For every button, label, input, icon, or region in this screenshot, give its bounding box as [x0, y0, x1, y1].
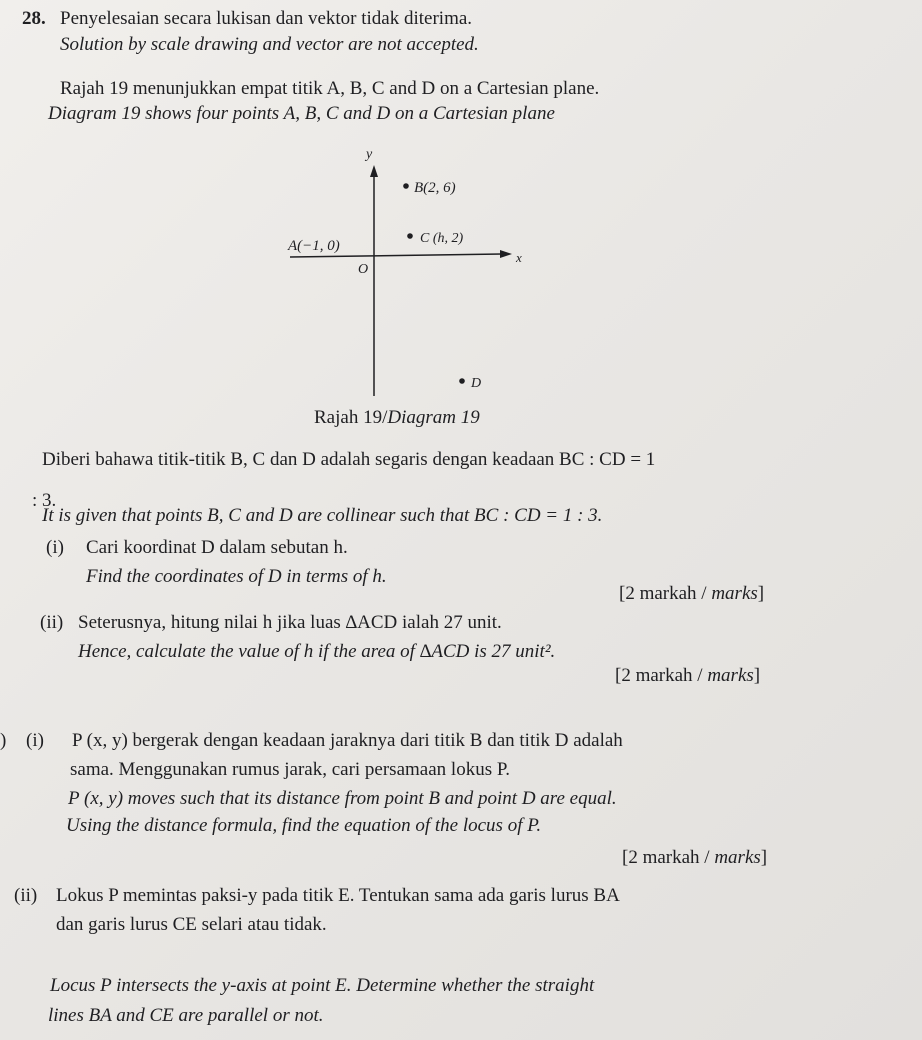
origin-label: O — [358, 262, 369, 277]
point-d-dot — [459, 378, 465, 384]
point-b-label: B(2, 6) — [414, 180, 456, 196]
marks-malay: [2 markah / — [619, 583, 712, 604]
diagram-caption — [314, 407, 480, 429]
part-a-ii-malay: Seterusnya, hitung nilai h jika luas ∆ACD ialah 27 unit. — [78, 612, 502, 633]
part-b-label: ) — [0, 730, 7, 751]
marks-english: marks — [714, 847, 761, 868]
part-a-i-malay: Cari koordinat D dalam sebutan h. — [86, 537, 348, 558]
part-b-i-english-line2: Using the distance formula, find the equation of the locus of P. — [66, 815, 542, 836]
x-axis-label: x — [516, 250, 522, 265]
diagram-caption-english: Diagram 19 — [387, 407, 480, 428]
part-a-i-english: Find the coordinates of D in terms of h. — [86, 566, 387, 587]
part-b-i-english-line1: P (x, y) moves such that its distance from point B and point D are equal. — [68, 788, 617, 809]
y-axis-label: y — [366, 147, 373, 162]
part-a-i-label: (i) — [46, 537, 64, 558]
part-a-ii-marks — [615, 665, 760, 687]
part-a-ii-english: Hence, calculate the value of h if the area of ∆ACD is 27 unit². — [78, 641, 556, 662]
part-b-i-marks — [622, 847, 767, 869]
point-d-label: D — [471, 376, 482, 391]
marks-malay: [2 markah / — [615, 665, 708, 686]
given-malay-line2: : 3. — [32, 490, 57, 511]
part-b-ii-english-line1: Locus P intersects the y-axis at point E. Determine whether the straight — [50, 975, 595, 996]
marks-english: marks — [711, 583, 758, 604]
intro-english: Solution by scale drawing and vector are not accepted. — [60, 34, 479, 55]
part-b-i-malay-line1: P (x, y) bergerak dengan keadaan jaraknya dari titik B dan titik D adalah — [72, 730, 623, 751]
given-malay-line1: Diberi bahawa titik-titik B, C dan D adalah segaris dengan keadaan BC : CD = 1 — [42, 449, 656, 470]
marks-bracket: ] — [760, 847, 768, 868]
part-b-ii-malay-line1: Lokus P memintas paksi-y pada titik E. Tentukan sama ada garis lurus BA — [56, 885, 620, 906]
part-a-ii-label: (ii) — [40, 612, 64, 633]
x-axis-line — [290, 254, 502, 257]
given-english: It is given that points B, C and D are collinear such that BC : CD = 1 : 3. — [42, 505, 603, 526]
intro-malay: Penyelesaian secara lukisan dan vektor tidak diterima. — [60, 8, 473, 29]
x-axis-arrow — [500, 250, 512, 258]
marks-english: marks — [707, 665, 754, 686]
part-a-i-marks — [619, 583, 764, 605]
point-c-dot — [407, 233, 413, 239]
point-a-label: A(−1, 0) — [288, 238, 340, 254]
question-number: 28. — [22, 8, 46, 29]
marks-bracket: ] — [753, 665, 761, 686]
diagram-caption-malay: Rajah 19/ — [314, 407, 388, 428]
y-axis-arrow — [370, 165, 378, 177]
description-english: Diagram 19 shows four points A, B, C and D on a Cartesian plane — [48, 103, 555, 124]
part-b-ii-label: (ii) — [14, 885, 38, 906]
marks-bracket: ] — [757, 583, 765, 604]
part-b-i-malay-line2: sama. Menggunakan rumus jarak, cari persamaan lokus P. — [70, 759, 511, 780]
part-b-ii-malay-line2: dan garis lurus CE selari atau tidak. — [56, 914, 327, 935]
description-malay: Rajah 19 menunjukkan empat titik A, B, C and D on a Cartesian plane. — [60, 78, 600, 99]
part-b-i-label: (i) — [26, 730, 44, 751]
marks-malay: [2 markah / — [622, 847, 715, 868]
point-c-label: C (h, 2) — [420, 231, 464, 246]
point-b-dot — [403, 183, 409, 189]
part-b-ii-english-line2: lines BA and CE are parallel or not. — [48, 1005, 324, 1026]
